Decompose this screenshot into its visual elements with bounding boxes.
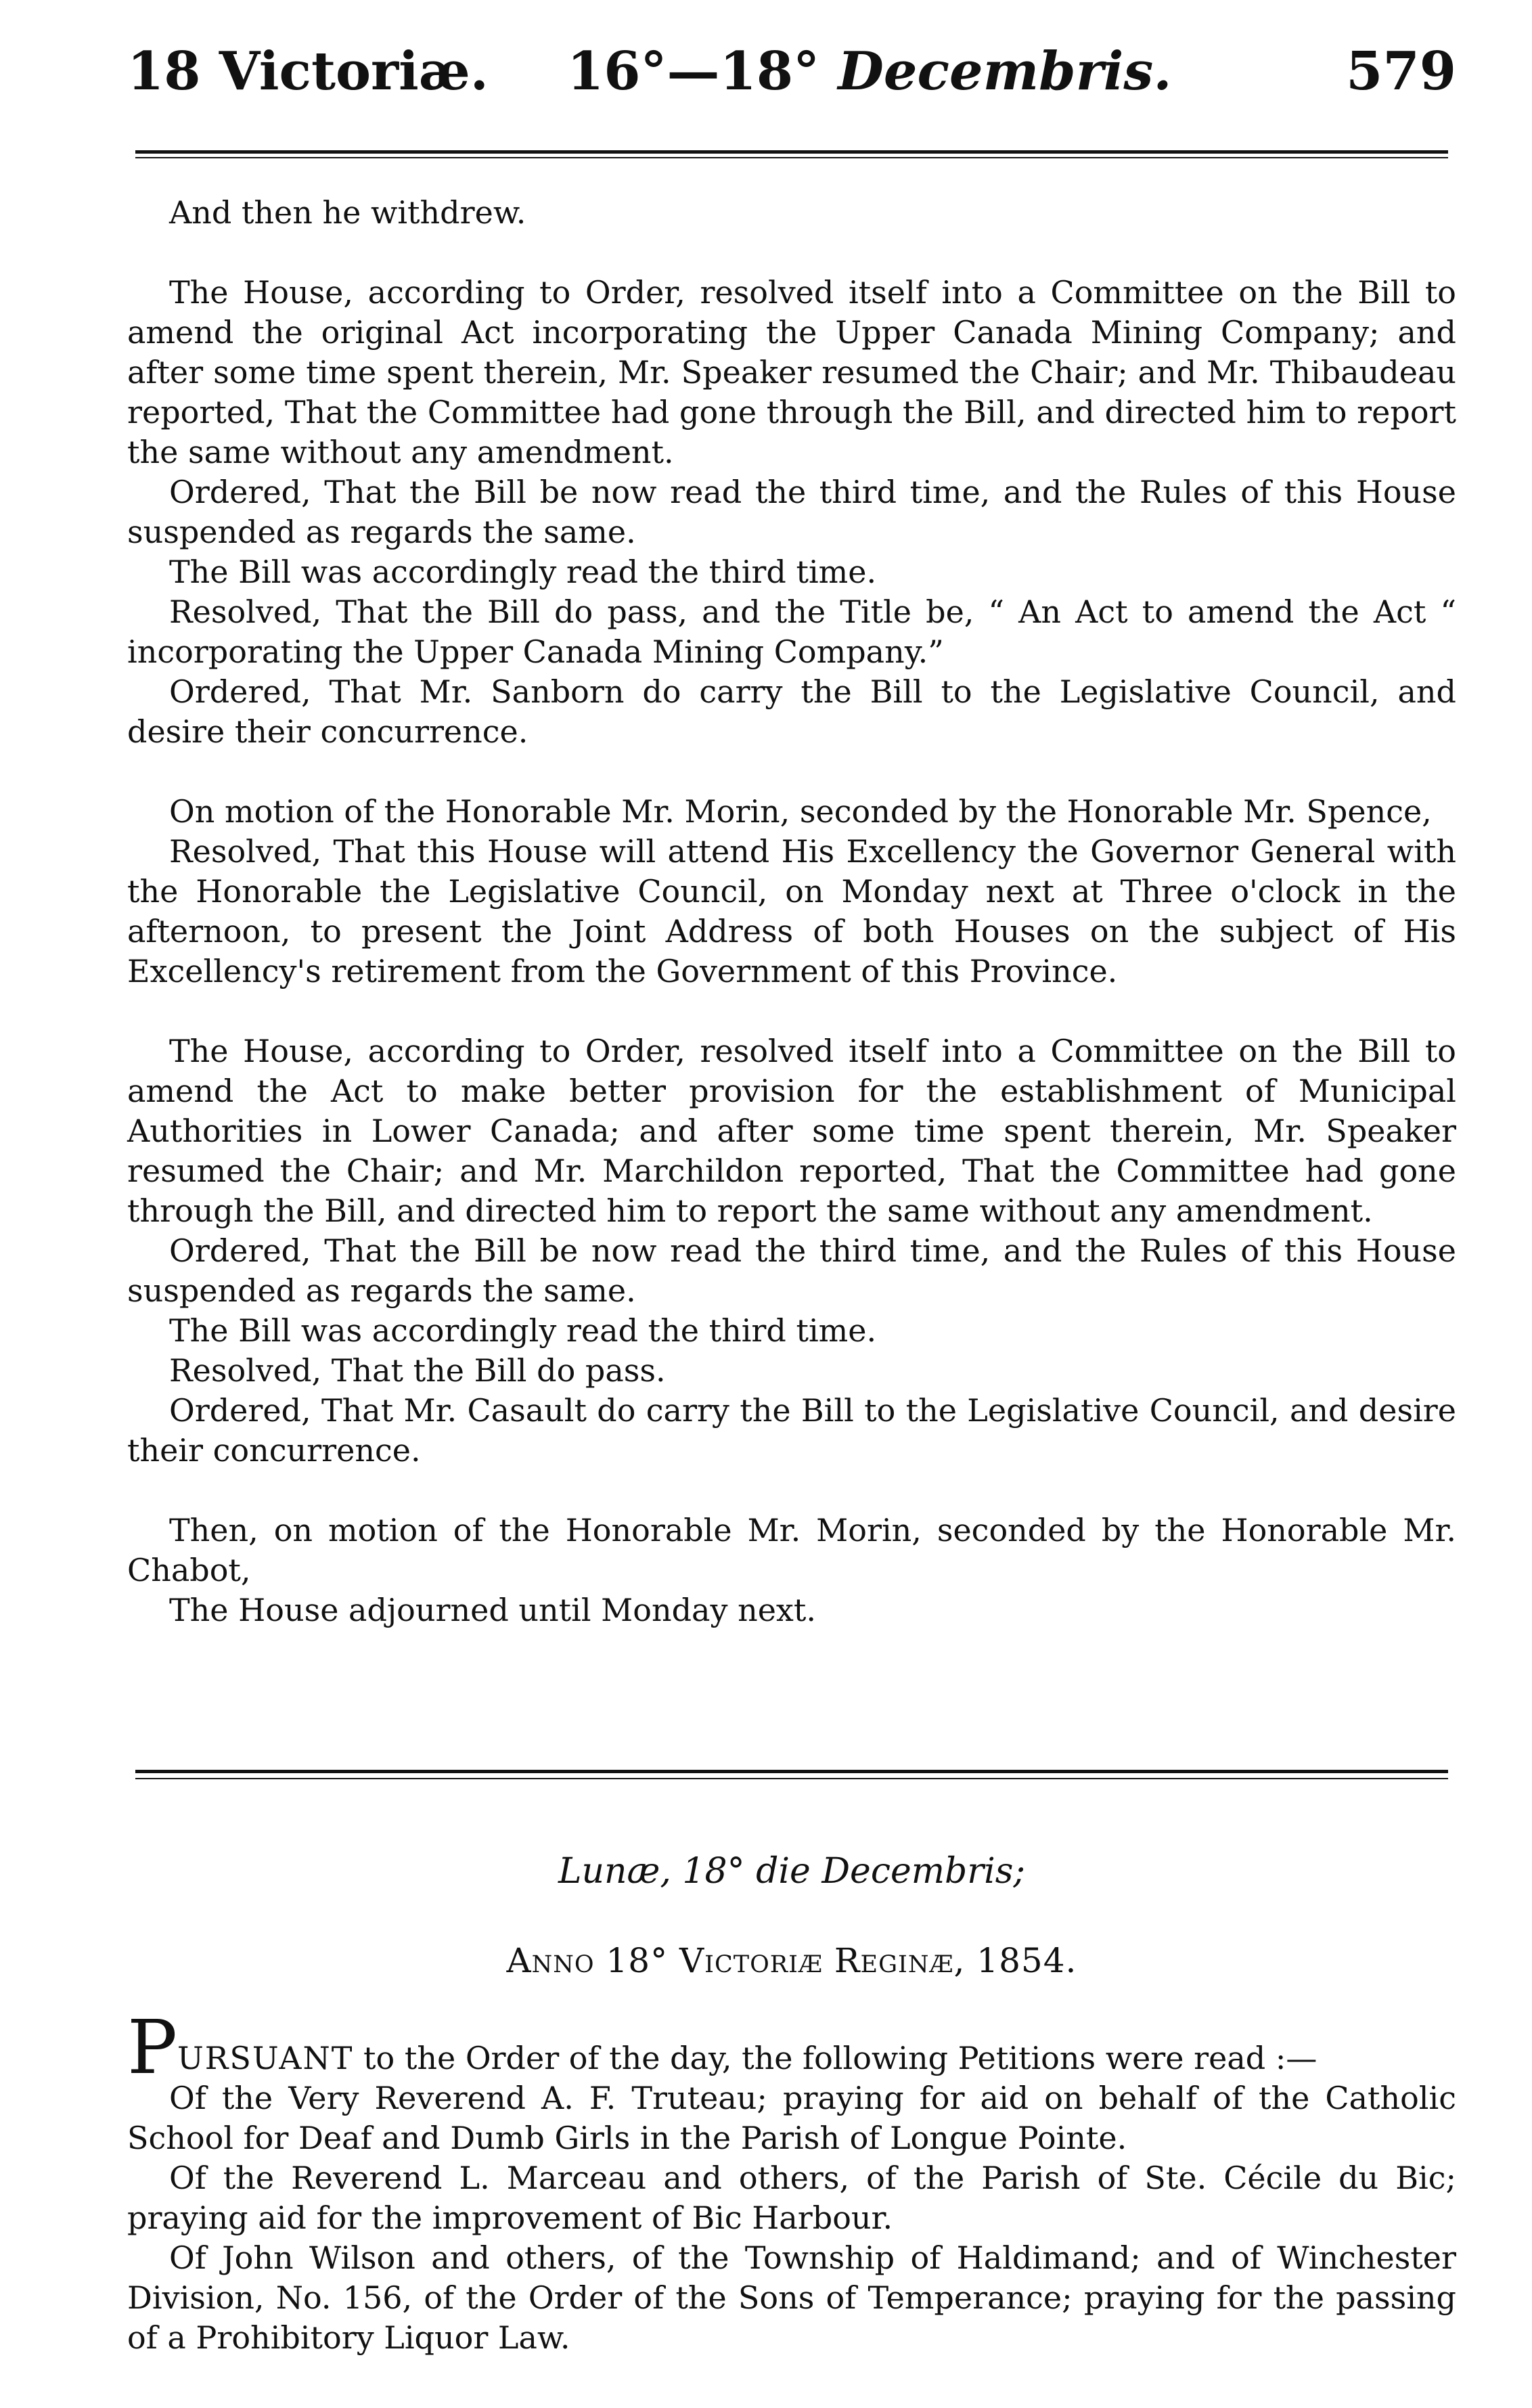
anno-heading: Anno 18° Victoriæ Reginæ, 1854. bbox=[506, 1941, 1077, 1980]
header-regnal-year: 18 Victoriæ. bbox=[127, 41, 489, 102]
paragraph: The Bill was accordingly read the third time. bbox=[169, 1312, 877, 1349]
paragraph: The Bill was accordingly read the third time. bbox=[169, 554, 877, 590]
section-rule bbox=[135, 1770, 1448, 1773]
proceedings-text bbox=[127, 193, 1456, 1630]
paragraph: The House, according to Order, resolved itself into a Committee on the Bill to amend the Act to make better provision for the establishment of Municipal Authorities in Lower Canada; and after some time spent therein, Mr. Speaker resumed the Chair; and Mr. Marchildon reported, That the Committee had gone through the Bill, and directed him to report the same without any amendment. bbox=[127, 1033, 1456, 1229]
paragraph: On motion of the Honorable Mr. Morin, seconded by the Honorable Mr. Spence, bbox=[169, 793, 1432, 830]
petition-item: Of the Very Reverend A. F. Truteau; praying for aid on behalf of the Catholic School for Deaf and Dumb Girls in the Parish of Longue Pointe. bbox=[127, 2080, 1456, 2156]
paragraph: Ordered, That the Bill be now read the third time, and the Rules of this House suspended as regards the same. bbox=[127, 474, 1456, 550]
paragraph: Then, on motion of the Honorable Mr. Morin, seconded by the Honorable Mr. Chabot, bbox=[127, 1512, 1456, 1588]
drop-cap: P bbox=[127, 2004, 178, 2091]
petition-item: Of John Wilson and others, of the Township of Haldimand; and of Winchester Division, No. 156, of the Order of the Sons of Temperance; praying for the passing of a Prohibitory Liquor Law. bbox=[127, 2239, 1456, 2356]
section-rule-thin bbox=[135, 1778, 1448, 1779]
day-heading: Lunæ, 18° die Decembris; bbox=[558, 1851, 1025, 1892]
page-number: 579 bbox=[1346, 41, 1456, 102]
paragraph: Resolved, That this House will attend His Excellency the Governor General with the Honorable the Legislative Council, on Monday next at Three o'clock in the afternoon, to present the Joint Address of both Houses on the subject of His Excellency's retirement from the Government of this Province. bbox=[127, 833, 1456, 989]
paragraph: Ordered, That Mr. Casault do carry the Bill to the Legislative Council, and desire their concurrence. bbox=[127, 1392, 1456, 1469]
running-header bbox=[127, 41, 1456, 115]
paragraph: Ordered, That Mr. Sanborn do carry the Bill to the Legislative Council, and desire their concurrence. bbox=[127, 673, 1456, 750]
header-date: 16°—18° Decembris. bbox=[567, 41, 1172, 102]
petitions-intro: PURSUANT to the Order of the day, the following Petitions were read :— bbox=[127, 2004, 1317, 2091]
paragraph: The House adjourned until Monday next. bbox=[169, 1592, 816, 1628]
header-rule-thin bbox=[135, 157, 1448, 158]
petition-item: Of the Reverend L. Marceau and others, of the Parish of Ste. Cécile du Bic; praying aid for the improvement of Bic Harbour. bbox=[127, 2160, 1456, 2236]
header-rule bbox=[135, 150, 1448, 154]
paragraph: The House, according to Order, resolved itself into a Committee on the Bill to amend the original Act incorporating the Upper Canada Mining Company; and after some time spent therein, Mr. Speaker resumed the Chair; and Mr. Thibaudeau reported, That the Committee had gone through the Bill, and directed him to report the same without any amendment. bbox=[127, 274, 1456, 470]
petitions-text bbox=[127, 2004, 1456, 2358]
header-month: Decembris. bbox=[838, 41, 1172, 102]
paragraph: Resolved, That the Bill do pass, and the Title be, “ An Act to amend the Act “ incorporating the Upper Canada Mining Company.” bbox=[127, 594, 1456, 670]
paragraph: Ordered, That the Bill be now read the third time, and the Rules of this House suspended as regards the same. bbox=[127, 1232, 1456, 1309]
paragraph: And then he withdrew. bbox=[169, 194, 526, 231]
paragraph: Resolved, That the Bill do pass. bbox=[169, 1352, 666, 1389]
